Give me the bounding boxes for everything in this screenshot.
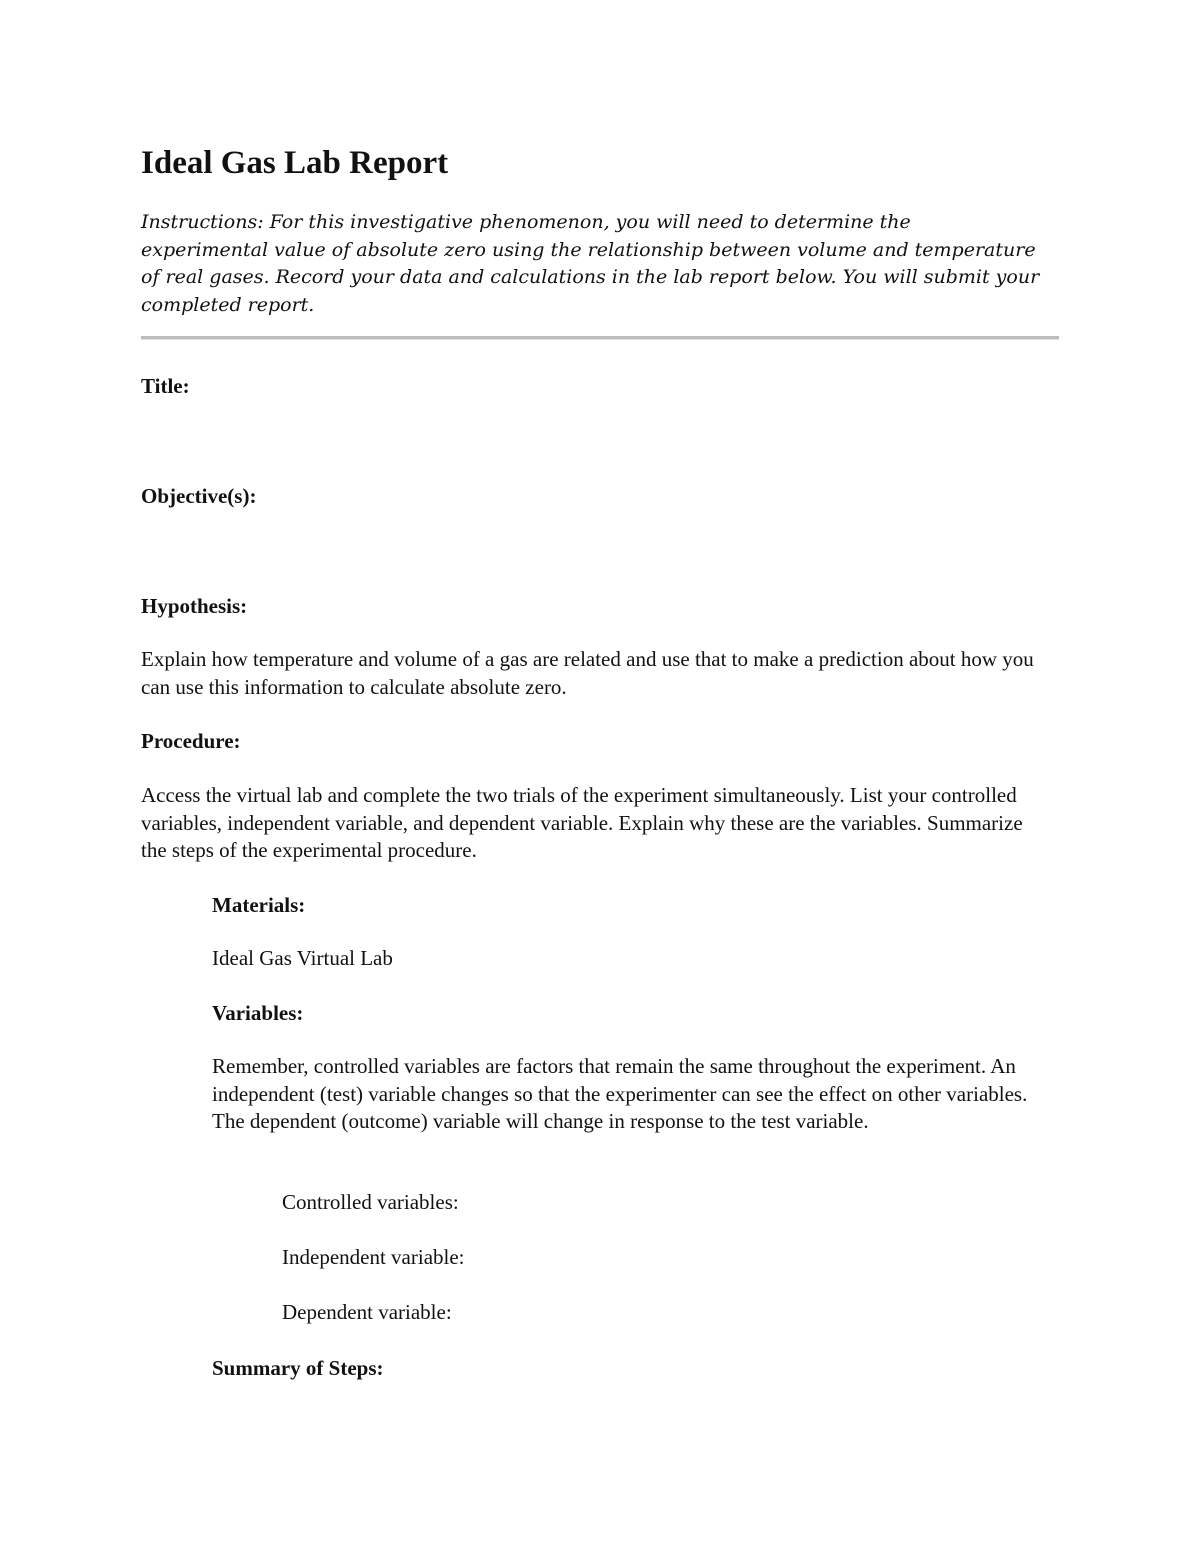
materials-label: Materials: bbox=[212, 893, 306, 917]
procedure-label: Procedure: bbox=[141, 729, 241, 753]
dependent-variable-label: Dependent variable: bbox=[282, 1300, 452, 1324]
objectives-label: Objective(s): bbox=[141, 484, 257, 508]
hypothesis-text: Explain how temperature and volume of a gas are related and use that to make a prediction about how you can use this information to calculate absolute zero. bbox=[141, 647, 1034, 699]
variables-label: Variables: bbox=[212, 1001, 304, 1025]
instructions-text: Instructions: For this investigative phenomenon, you will need to determine the experimental value of absolute zero using the relationship between volume and temperature of real gases. Record your data and calculations in the lab report below. You will submit your completed report. bbox=[141, 211, 1040, 316]
variables-text: Remember, controlled variables are factors that remain the same throughout the experiment. An independent (test) variable changes so that the experimenter can see the effect on other variables. The dependent (outcome) variable will change in response to the test variable. bbox=[212, 1054, 1028, 1133]
materials-text: Ideal Gas Virtual Lab bbox=[212, 946, 393, 970]
summary-of-steps-label: Summary of Steps: bbox=[212, 1356, 384, 1380]
document-title: Ideal Gas Lab Report bbox=[141, 145, 449, 181]
controlled-variables-label: Controlled variables: bbox=[282, 1190, 459, 1214]
horizontal-divider bbox=[141, 336, 1059, 340]
independent-variable-label: Independent variable: bbox=[282, 1245, 465, 1269]
title-label: Title: bbox=[141, 374, 190, 398]
hypothesis-label: Hypothesis: bbox=[141, 594, 248, 618]
procedure-text: Access the virtual lab and complete the two trials of the experiment simultaneously. List your controlled variables, independent variable, and dependent variable. Explain why these are the variables. Summarize the steps of the experimental procedure. bbox=[141, 783, 1023, 862]
